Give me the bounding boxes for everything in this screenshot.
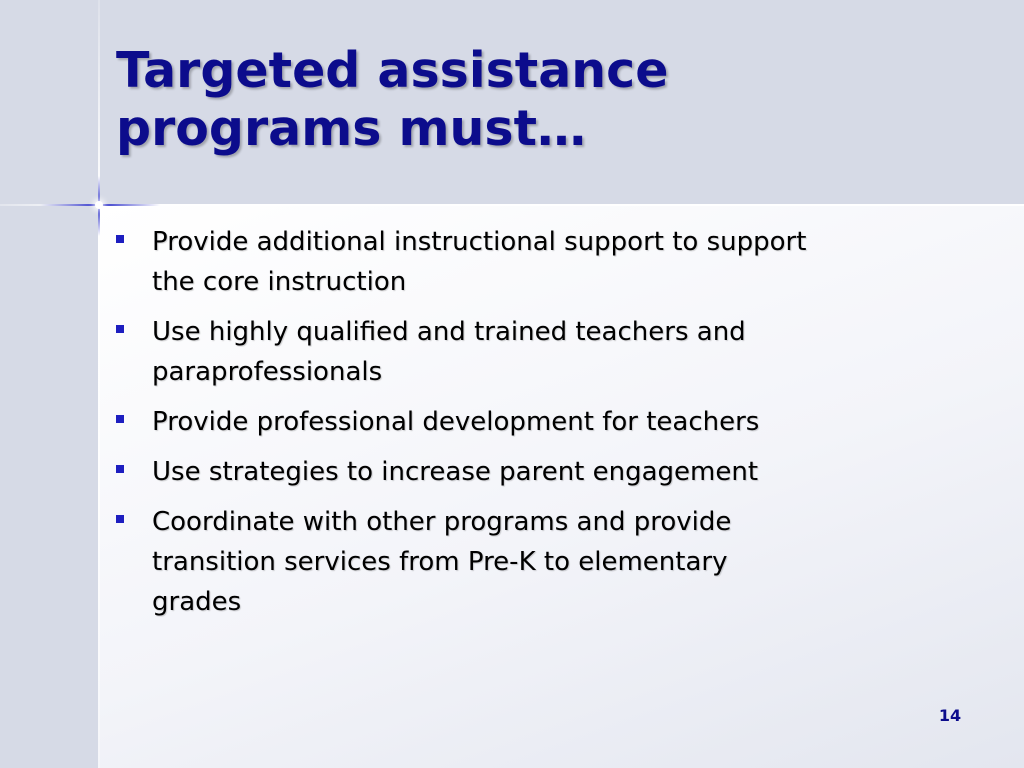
- square-bullet-icon: [116, 465, 124, 473]
- square-bullet-icon: [116, 515, 124, 523]
- bullet-item: [116, 222, 936, 302]
- title-line-1: Targeted assistance: [116, 42, 669, 99]
- slide-title: [116, 42, 996, 158]
- bullet-item: [116, 452, 936, 492]
- bullet-line: Provide professional development for teachers: [152, 407, 760, 437]
- bullet-line: grades: [152, 587, 242, 617]
- bullet-line: Use strategies to increase parent engagement: [152, 457, 759, 487]
- vertical-divider: [98, 0, 100, 768]
- bullet-list: [116, 222, 936, 632]
- sparkle-center: [95, 201, 103, 209]
- bullet-line: transition services from Pre-K to elementary: [152, 547, 728, 577]
- page-number: 14: [938, 706, 962, 725]
- bullet-line: paraprofessionals: [152, 357, 383, 387]
- bullet-item: [116, 502, 936, 622]
- bullet-line: Coordinate with other programs and provide: [152, 507, 732, 537]
- bullet-item: [116, 402, 936, 442]
- square-bullet-icon: [116, 235, 124, 243]
- bullet-line: Use highly qualified and trained teachers and: [152, 317, 746, 347]
- square-bullet-icon: [116, 325, 124, 333]
- bullet-line: Provide additional instructional support to support: [152, 227, 807, 257]
- bullet-item: [116, 312, 936, 392]
- title-line-2: programs must…: [116, 100, 587, 157]
- square-bullet-icon: [116, 415, 124, 423]
- bullet-line: the core instruction: [152, 267, 407, 297]
